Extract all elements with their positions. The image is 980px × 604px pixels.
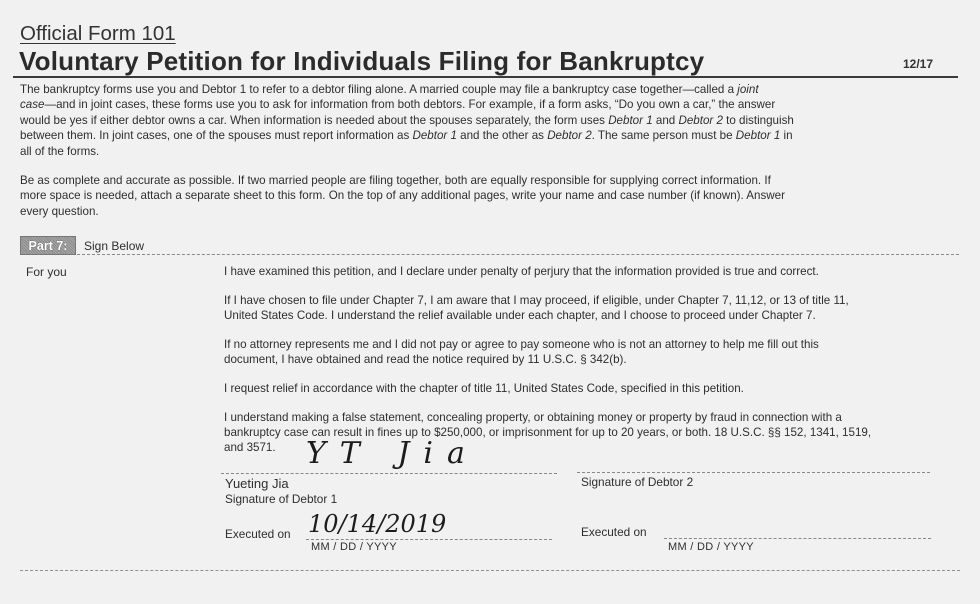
declaration-relief: I request relief in accordance with the chapter of title 11, United States Code, specified in this petition. <box>224 382 744 395</box>
form-edition: 12/17 <box>903 57 934 71</box>
debtor2-executed-label: Executed on <box>581 525 647 539</box>
debtor1-date-line <box>306 539 552 540</box>
declaration-chapter7: If I have chosen to file under Chapter 7, I am aware that I may proceed, if eligible, under Chapter 7, 11,12, or 13 of title 11, United States Code. I understand the relief available under each chapter, and I choose to proceed under Chapter 7. <box>224 294 849 322</box>
debtor1-executed-label: Executed on <box>225 527 291 541</box>
debtor1-signature-line <box>221 473 557 474</box>
debtor1-date-format: MM / DD / YYYY <box>311 541 397 553</box>
debtor2-signature-label: Signature of Debtor 2 <box>581 475 694 489</box>
section-bottom-divider <box>20 570 960 571</box>
debtor1-executed-date[interactable]: 10/14/2019 <box>308 510 447 538</box>
debtor2-signature-line[interactable] <box>577 472 930 473</box>
part-divider <box>77 254 959 255</box>
declaration-false-statement: I understand making a false statement, concealing property, or obtaining money or property by fraud in connection with a bankruptcy case can result in fines up to $250,000, or imprisonment for up to 20 years, or both. 18 U.S.C. §§ 152, 1341, 1519, and 3571. <box>224 411 872 454</box>
intro-paragraph-2: Be as complete and accurate as possible. If two married people are filing together, both are equally responsible for supplying correct information. If more space is needed, attach a separate sheet to this form. On the top of any additional pages, write your name and case number (if known). Answer every question. <box>20 174 785 218</box>
debtor1-signature[interactable]: YT Jia <box>306 436 479 471</box>
form-number: Official Form 101 <box>20 22 176 45</box>
intro-paragraph-1: The bankruptcy forms use you and Debtor 1 to refer to a debtor filing alone. A married couple may file a bankruptcy case together—called a joint case—and in joint cases, these forms use you to ask for information from both debtors. For example, if a form asks, “Do you own a car,” the answer would be yes if either debtor owns a car. When information is needed about the spouses separately, the form uses Debtor 1 and Debtor 2 to distinguish between them. In joint cases, one of the spouses must report information as Debtor 1 and the other as Debtor 2. The same person must be Debtor 1 in all of the forms. <box>20 83 794 158</box>
part-title: Sign Below <box>84 239 145 253</box>
debtor1-name: Yueting Jia <box>225 476 289 491</box>
debtor2-date-format: MM / DD / YYYY <box>668 541 754 553</box>
section-label-for-you: For you <box>26 265 67 279</box>
declaration-attorney: If no attorney represents me and I did not pay or agree to pay someone who is not an attorney to help me fill out this document, I have obtained and read the notice required by 11 U.S.C. § 342(b). <box>224 338 819 366</box>
title-divider <box>13 76 958 78</box>
declaration-perjury: I have examined this petition, and I declare under penalty of perjury that the information provided is true and correct. <box>224 265 819 278</box>
form-title: Voluntary Petition for Individuals Filing for Bankruptcy <box>19 46 705 76</box>
debtor2-date-line[interactable] <box>664 538 931 539</box>
part-badge: Part 7: <box>20 236 76 255</box>
debtor1-signature-label: Signature of Debtor 1 <box>225 492 338 506</box>
